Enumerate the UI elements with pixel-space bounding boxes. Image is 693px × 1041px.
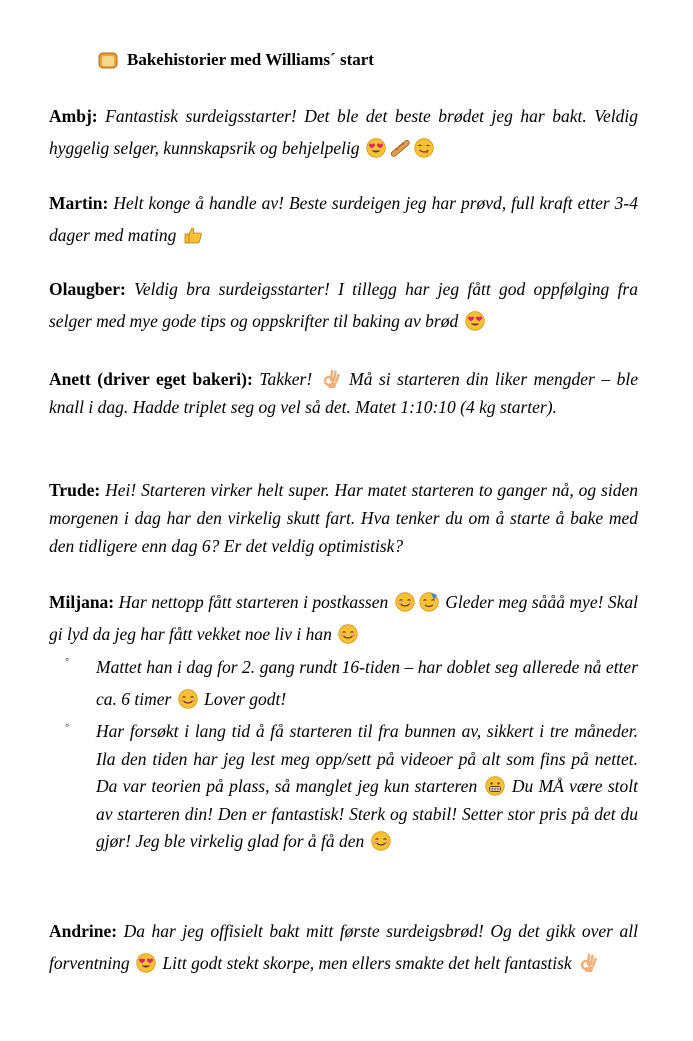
ok-hand-icon (578, 953, 598, 973)
ok-hand-icon (321, 369, 341, 389)
review-text-continued: Må si starteren din liker mengder – ble knall i dag. Hadde triplet seg og vel så det. Matet 1:10:10 (4 kg starter). (49, 369, 638, 417)
review-text: Hei! Starteren virker helt super. Har matet starteren to ganger nå, og siden morgenen i dag har den virkelig skutt fart. Hva tenker du om å starte å bake med den tidligere enn dag 6? Er det veldig optimistisk? (49, 480, 639, 556)
bread-icon (98, 51, 118, 69)
reviewer-name: Anett (driver eget bakeri): (49, 369, 253, 389)
heart-eyes-icon (366, 138, 386, 158)
review-text-continued: Gleder meg sååå mye! Skal gi lyd da jeg har fått vekket noe liv i han (49, 592, 639, 644)
smiling-face-icon (338, 624, 358, 644)
review-miljana (49, 587, 638, 650)
heart-eyes-icon (465, 311, 485, 331)
partying-face-icon (419, 592, 439, 612)
review-text: Har nettopp fått starteren i postkassen (118, 592, 389, 612)
review-martin (49, 188, 638, 251)
smiling-face-icon (395, 592, 415, 612)
list-item-text (96, 652, 638, 715)
reviewer-name: Andrine: (49, 921, 118, 941)
review-andrine (49, 916, 638, 979)
review-anett (49, 365, 638, 421)
bullet-text-continued: Lover godt! (204, 688, 287, 709)
bullet-text: Mattet han i dag for 2. gang rundt 16-tiden – har doblet seg allerede nå etter ca. 6 timer (96, 657, 638, 709)
review-text: Fantastisk surdeigsstarter! Det ble det beste brødet jeg har bakt. Veldig hyggelig selger, kunnskapsrik og behjelpelig (49, 106, 639, 158)
review-trude (49, 476, 638, 560)
reviewer-name: Miljana: (49, 592, 115, 612)
review-text-continued: Litt godt stekt skorpe, men ellers smakte det helt fantastisk (162, 952, 572, 973)
reviewer-name: Olaugber: (49, 279, 126, 299)
heart-eyes-icon (136, 953, 156, 973)
baguette-icon (390, 138, 410, 158)
bullet-marker: ◦ (65, 652, 70, 666)
reviewer-name: Martin: (49, 193, 109, 213)
review-text: Helt konge å handle av! Beste surdeigen jeg har prøvd, full kraft etter 3-4 dager med mating (49, 193, 638, 245)
yum-icon (414, 138, 434, 158)
title-text: Bakehistorier med Williams´ start (127, 50, 374, 69)
bullet-marker: ◦ (65, 718, 70, 732)
list-item-text (96, 718, 638, 856)
review-text: Da har jeg offisielt bakt mitt første surdeigsbrød! Og det gikk over all forventning (49, 921, 638, 973)
review-text: Takker! (259, 369, 313, 389)
bullet-text-continued: Du MÅ være stolt av starteren din! Den er fantastisk! Sterk og stabil! Setter stor pris på det du gjør! Jeg ble virkelig glad for å få den (96, 776, 639, 851)
reviewer-name: Trude: (49, 480, 101, 500)
thumbs-up-icon (183, 225, 203, 245)
review-text: Veldig bra surdeigsstarter! I tillegg har jeg fått god oppfølging fra selger med mye gode tips og oppskrifter til baking av brød (49, 279, 638, 331)
review-olaugber (49, 274, 638, 337)
smiling-face-icon (371, 831, 391, 851)
grimacing-face-icon (485, 776, 505, 796)
review-ambj (49, 101, 638, 164)
reviewer-name: Ambj: (49, 106, 98, 126)
bullet-text: Har forsøkt i lang tid å få starteren til fra bunnen av, sikkert i tre måneder. Ila den tiden har jeg lest meg opp/sett på videoer på alt som fins på nettet. Da var teorien på plass, så manglet jeg kun starteren (96, 721, 638, 796)
document-title (98, 50, 374, 70)
smiling-face-icon (178, 689, 198, 709)
